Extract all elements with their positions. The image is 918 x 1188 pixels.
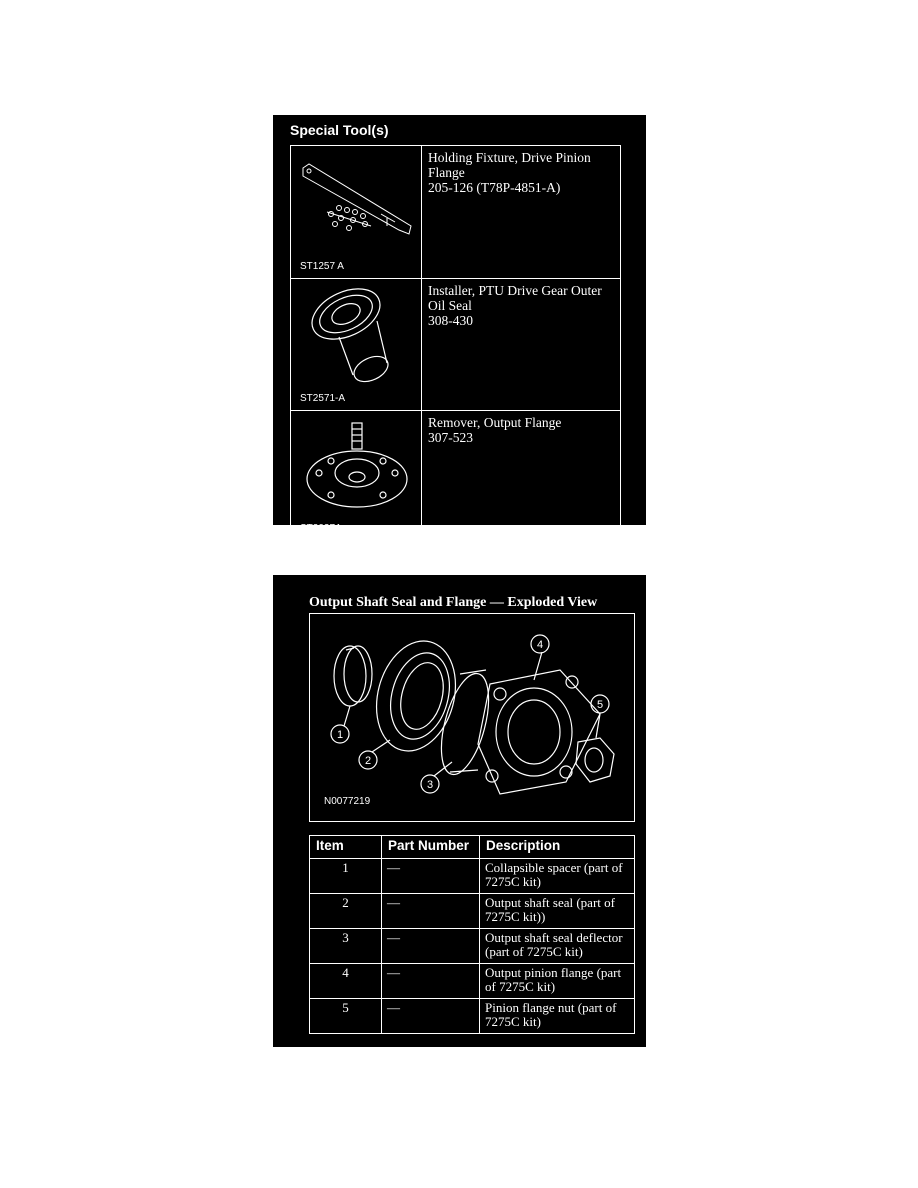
tool-description-cell bbox=[422, 411, 621, 541]
exploded-view-illustration bbox=[310, 614, 634, 821]
tool-code: ST2571-A bbox=[300, 393, 346, 404]
flange-remover-illustration bbox=[291, 411, 421, 532]
row-item: 4 bbox=[310, 964, 382, 999]
tool-code: ST2037A bbox=[300, 523, 342, 534]
exploded-view-title: Output Shaft Seal and Flange — Exploded View bbox=[309, 595, 598, 610]
exploded-view-panel bbox=[273, 575, 646, 1047]
exploded-view-figure bbox=[309, 613, 635, 822]
holding-fixture-illustration bbox=[291, 146, 421, 270]
callout-1: 1 bbox=[336, 729, 344, 741]
row-part-number: — bbox=[382, 999, 480, 1034]
special-tools-panel bbox=[273, 115, 646, 534]
tool-code: ST1257 A bbox=[300, 261, 344, 272]
callout-3: 3 bbox=[426, 779, 434, 791]
row-item: 5 bbox=[310, 999, 382, 1034]
special-tools-table bbox=[290, 145, 621, 541]
header-part-number: Part Number bbox=[382, 836, 480, 859]
row-description: Output shaft seal deflector (part of 7275C kit) bbox=[480, 929, 635, 964]
callout-4: 4 bbox=[536, 639, 544, 651]
table-row bbox=[310, 964, 635, 999]
tool-description: Holding Fixture, Drive Pinion Flange 205-126 (T78P-4851-A) bbox=[428, 150, 591, 195]
tool-row bbox=[291, 279, 621, 411]
table-row bbox=[310, 999, 635, 1034]
row-part-number: — bbox=[382, 894, 480, 929]
tool-description: Remover, Output Flange 307-523 bbox=[428, 415, 562, 445]
tool-description-cell bbox=[422, 146, 621, 279]
figure-code: N0077219 bbox=[324, 796, 371, 807]
callout-2: 2 bbox=[364, 755, 372, 767]
table-row bbox=[310, 859, 635, 894]
tool-description-cell bbox=[422, 279, 621, 411]
tool-illustration-cell bbox=[291, 146, 422, 279]
tool-row bbox=[291, 411, 621, 541]
header-description: Description bbox=[480, 836, 635, 859]
row-item: 1 bbox=[310, 859, 382, 894]
parts-table bbox=[309, 835, 635, 1034]
row-part-number: — bbox=[382, 929, 480, 964]
row-item: 3 bbox=[310, 929, 382, 964]
parts-table-header bbox=[310, 836, 635, 859]
seal-installer-illustration bbox=[291, 279, 421, 402]
special-tools-title: Special Tool(s) bbox=[290, 122, 389, 138]
callout-5: 5 bbox=[596, 699, 604, 711]
row-item: 2 bbox=[310, 894, 382, 929]
tool-illustration-cell bbox=[291, 279, 422, 411]
header-item: Item bbox=[310, 836, 382, 859]
row-description: Collapsible spacer (part of 7275C kit) bbox=[480, 859, 635, 894]
row-part-number: — bbox=[382, 964, 480, 999]
row-description: Pinion flange nut (part of 7275C kit) bbox=[480, 999, 635, 1034]
table-row bbox=[310, 894, 635, 929]
row-part-number: — bbox=[382, 859, 480, 894]
tool-illustration-cell bbox=[291, 411, 422, 541]
table-row bbox=[310, 929, 635, 964]
tool-description: Installer, PTU Drive Gear Outer Oil Seal 308-430 bbox=[428, 283, 602, 328]
row-description: Output pinion flange (part of 7275C kit) bbox=[480, 964, 635, 999]
row-description: Output shaft seal (part of 7275C kit)) bbox=[480, 894, 635, 929]
tool-row bbox=[291, 146, 621, 279]
